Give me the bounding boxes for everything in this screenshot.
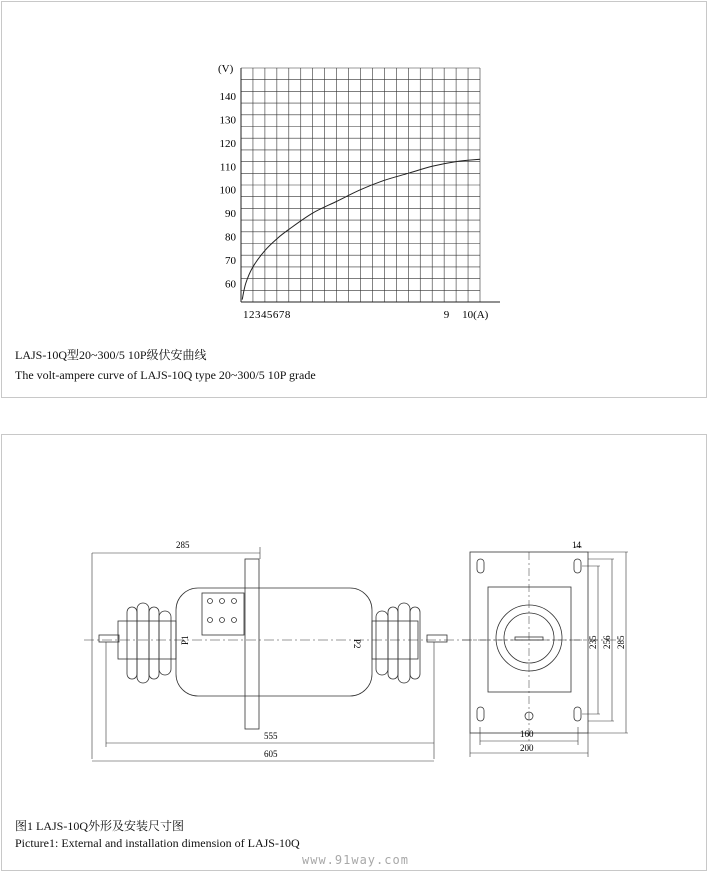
- side-view-dimensions: [92, 547, 434, 761]
- dim-285-side: 285: [616, 635, 626, 649]
- x-tick-label: 3: [254, 309, 261, 321]
- outline-drawing-panel: [1, 434, 707, 871]
- x-tick-label: 10(A): [462, 309, 489, 321]
- x-tick-label: 6: [272, 309, 279, 321]
- terminal-left: [99, 635, 119, 642]
- y-tick-labels: [220, 91, 237, 290]
- front-view: [462, 552, 602, 745]
- insulator-bellows-right: [372, 603, 420, 683]
- main-body: [176, 588, 372, 696]
- chart-grid: [241, 68, 480, 302]
- label-p1: P1: [180, 635, 190, 645]
- x-tick-label: 5: [266, 309, 273, 321]
- dim-605: 605: [264, 749, 278, 759]
- label-p2: P2: [352, 639, 362, 649]
- x-tick-label: 8: [284, 309, 291, 321]
- chart-title-cn: LAJS-10Q型20~300/5 10P级伏安曲线: [15, 348, 207, 362]
- dim-235: 235: [588, 635, 598, 649]
- insulator-bellows-left: [118, 603, 176, 683]
- x-tick-labels: [243, 309, 489, 321]
- outline-drawing: [2, 435, 708, 872]
- x-tick-label: 1: [243, 309, 249, 321]
- mounting-flange: [245, 559, 259, 729]
- dim-555: 555: [264, 731, 278, 741]
- secondary-terminals: [208, 599, 237, 623]
- front-view-dimensions: [470, 547, 628, 757]
- terminal-right: [427, 635, 447, 642]
- y-tick-label: 60: [225, 278, 236, 291]
- y-tick-label: 90: [225, 208, 236, 221]
- x-tick-label: 7: [278, 309, 285, 321]
- x-tick-label: 2: [249, 309, 255, 321]
- figure-caption-cn: 图1 LAJS-10Q外形及安装尺寸图: [15, 819, 185, 833]
- y-tick-label: 110: [219, 161, 236, 174]
- dim-200: 200: [520, 743, 534, 753]
- dim-14: 14: [572, 540, 581, 550]
- dim-256: 256: [602, 635, 612, 649]
- y-tick-label: 70: [225, 254, 236, 267]
- y-axis-unit-label: (V): [218, 63, 234, 75]
- y-tick-label: 140: [219, 91, 236, 104]
- va-curve-panel: [1, 1, 707, 398]
- y-tick-label: 120: [219, 137, 236, 150]
- watermark: www.91way.com: [302, 853, 409, 867]
- dim-160: 160: [520, 729, 534, 739]
- y-tick-label: 80: [225, 231, 236, 244]
- figure-caption-en: Picture1: External and installation dimension of LAJS-10Q: [15, 836, 300, 850]
- x-tick-label: 9: [443, 309, 450, 321]
- va-curve-chart: [2, 2, 708, 399]
- core-frame: [488, 587, 571, 692]
- chart-title-en: The volt-ampere curve of LAJS-10Q type 20~300/5 10P grade: [15, 368, 316, 382]
- y-tick-label: 130: [219, 114, 236, 127]
- x-tick-label: 4: [260, 309, 267, 321]
- y-tick-label: 100: [219, 184, 236, 197]
- dim-285-top: 285: [176, 540, 190, 550]
